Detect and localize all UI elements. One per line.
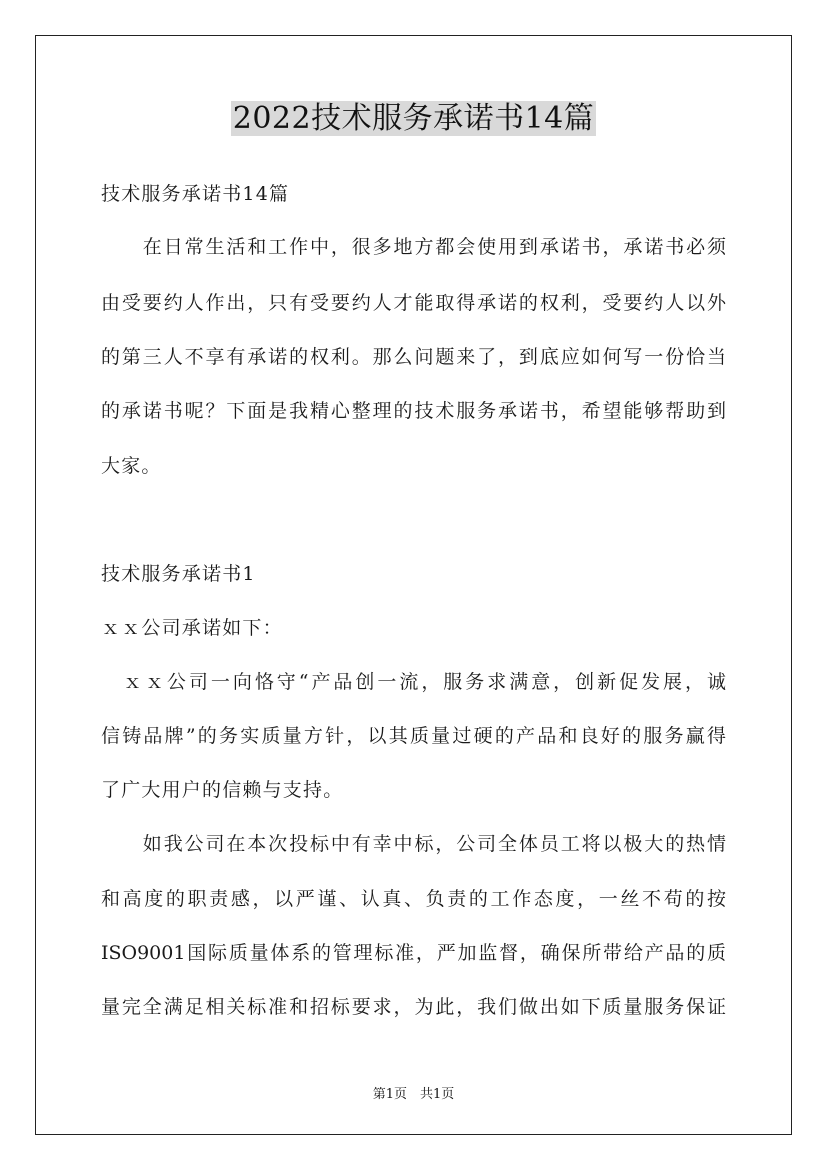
intro-line: 在日常生活和工作中，很多地方都会使用到承诺书，承诺书必须: [101, 236, 726, 258]
paragraph-line: 信铸品牌”的务实质量方针，以其质量过硬的产品和良好的服务赢得: [101, 725, 726, 747]
paragraph-line: 了广大用户的信赖与支持。: [101, 779, 344, 801]
intro-line: 的承诺书呢？下面是我精心整理的技术服务承诺书，希望能够帮助到: [101, 400, 726, 422]
page-number-footer: 第1页 共1页: [372, 1087, 455, 1102]
intro-line: 大家。: [101, 455, 162, 477]
company-statement: ｘｘ公司承诺如下：: [101, 617, 283, 639]
document-title-text: 2022技术服务承诺书14篇: [232, 101, 595, 136]
intro-line: 由受要约人作出，只有受要约人才能取得承诺的权利，受要约人以外: [101, 292, 726, 314]
paragraph-line: ISO9001国际质量体系的管理标准，严加监督，确保所带给产品的质: [101, 942, 726, 964]
paragraph-line: ｘｘ公司一向恪守“产品创一流，服务求满意，创新促发展，诚: [101, 671, 726, 693]
section-heading: 技术服务承诺书1: [101, 563, 256, 585]
intro-line: 的第三人不享有承诺的权利。那么问题来了，到底应如何写一份恰当: [101, 346, 726, 368]
paragraph-line: 如我公司在本次投标中有幸中标，公司全体员工将以极大的热情: [101, 833, 726, 855]
document-subtitle: 技术服务承诺书14篇: [101, 183, 290, 205]
document-title: [0, 96, 827, 142]
paragraph-line: 和高度的职责感，以严谨、认真、负责的工作态度，一丝不苟的按: [101, 888, 726, 910]
paragraph-line: 量完全满足相关标准和招标要求，为此，我们做出如下质量服务保证: [101, 996, 726, 1018]
